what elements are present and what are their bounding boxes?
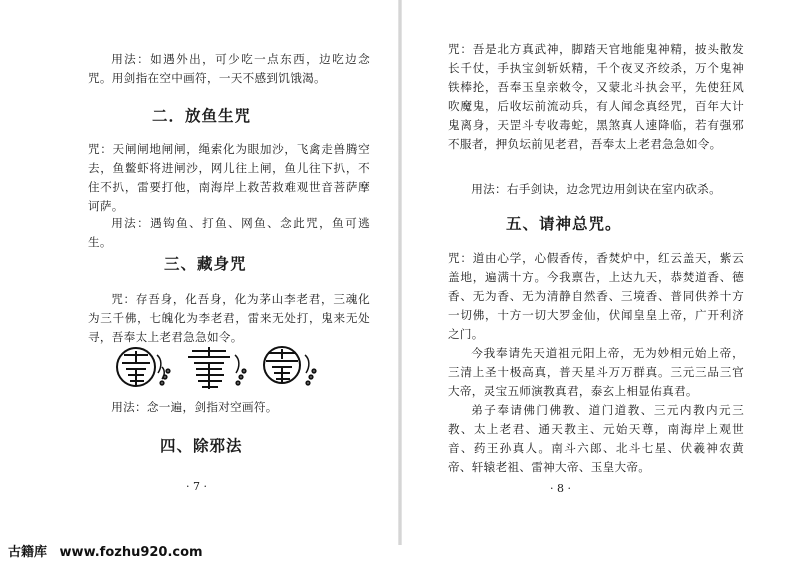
footer-watermark <box>0 545 793 561</box>
heading-4: 四、除邪法 <box>160 437 243 455</box>
right-page <box>400 0 793 545</box>
spell-paragraph-5c: 弟子奉请佛门佛教、道门道教、三元内教内元三教、太上老君、通天教主、元始天尊，南海岸上观世音、药王孙真人。南斗六郎、北斗七星、伏羲神农黄帝、轩辕老祖、雷神大帝、玉皇大帝。 <box>448 403 744 474</box>
talisman-drawings <box>110 343 350 393</box>
usage-paragraph-4: 用法：右手剑诀，边念咒边用剑诀在室内砍杀。 <box>471 182 721 196</box>
usage-paragraph-2: 用法：遇钩鱼、打鱼、网鱼、念此咒，鱼可逃生。 <box>88 216 370 249</box>
usage-paragraph-3: 用法：念一遍，剑指对空画符。 <box>111 400 278 414</box>
page-number-left: · 7 · <box>186 480 207 493</box>
site-url[interactable]: www.fozhu920.com <box>59 545 203 560</box>
heading-3: 三、藏身咒 <box>164 255 247 273</box>
talisman-2 <box>188 347 246 389</box>
page-number-right: · 8 · <box>550 482 571 495</box>
spell-paragraph-4: 咒：吾是北方真武神，脚踏天官地能鬼神精，披头散发长千仗，手执宝剑斩妖精，千个夜叉齐绞杀，万个鬼神铁棒抡，吾奉玉皇亲敕令，又蒙北斗执会平，先使狂风吹魔鬼，后收坛前流动兵，有人闻念真经咒，百年大计鬼离身，天罡斗专收毒蛇，黑煞真人速降临，若有强邪不服者，押负坛前见老君，吾奉太上老君急急如令。 <box>448 42 744 151</box>
spell-paragraph-2: 咒：天闸闸地闸闸，绳索化为眼加沙，飞禽走兽腾空去，鱼鳖虾将进闸沙，网儿往上闸，鱼儿往下扒，不住不扒，雷要打他，南海岸上救苦救难观世音菩萨摩诃萨。 <box>88 142 370 213</box>
spell-paragraph-5b: 今我奉请先天道祖元阳上帝，无为妙相元始上帝，三清上圣十极高真，普天星斗万万群真。三元三品三官大帝，灵宝五师演教真君，泰玄上相显佑真君。 <box>448 346 744 398</box>
usage-paragraph-1: 用法：如遇外出，可少吃一点东西，边吃边念咒。用剑指在空中画符，一天不感到饥饿渴。 <box>88 52 370 85</box>
talisman-1 <box>117 348 170 386</box>
spell-paragraph-3: 咒：存吾身，化吾身，化为茅山李老君，三魂化为三千佛，七魄化为李老君，雷来无处打，鬼来无处寻，吾奉太上老君急急如令。 <box>88 292 370 344</box>
heading-5: 五、请神总咒。 <box>506 215 622 233</box>
heading-2: 二．放鱼生咒 <box>152 107 252 125</box>
talisman-3 <box>264 347 316 385</box>
spell-paragraph-5a: 咒：道由心学，心假香传，香焚炉中，红云盖天，紫云盖地，遍满十方。今我禀告，上达九天，恭焚道香、德香、无为香、无为清静自然香、三境香、普同供养十方一切佛，十方一切大罗金仙，伏闻皇皇上帝，广开利济之门。 <box>448 251 744 341</box>
left-page <box>0 0 400 545</box>
site-name: 古籍库 <box>8 545 48 560</box>
